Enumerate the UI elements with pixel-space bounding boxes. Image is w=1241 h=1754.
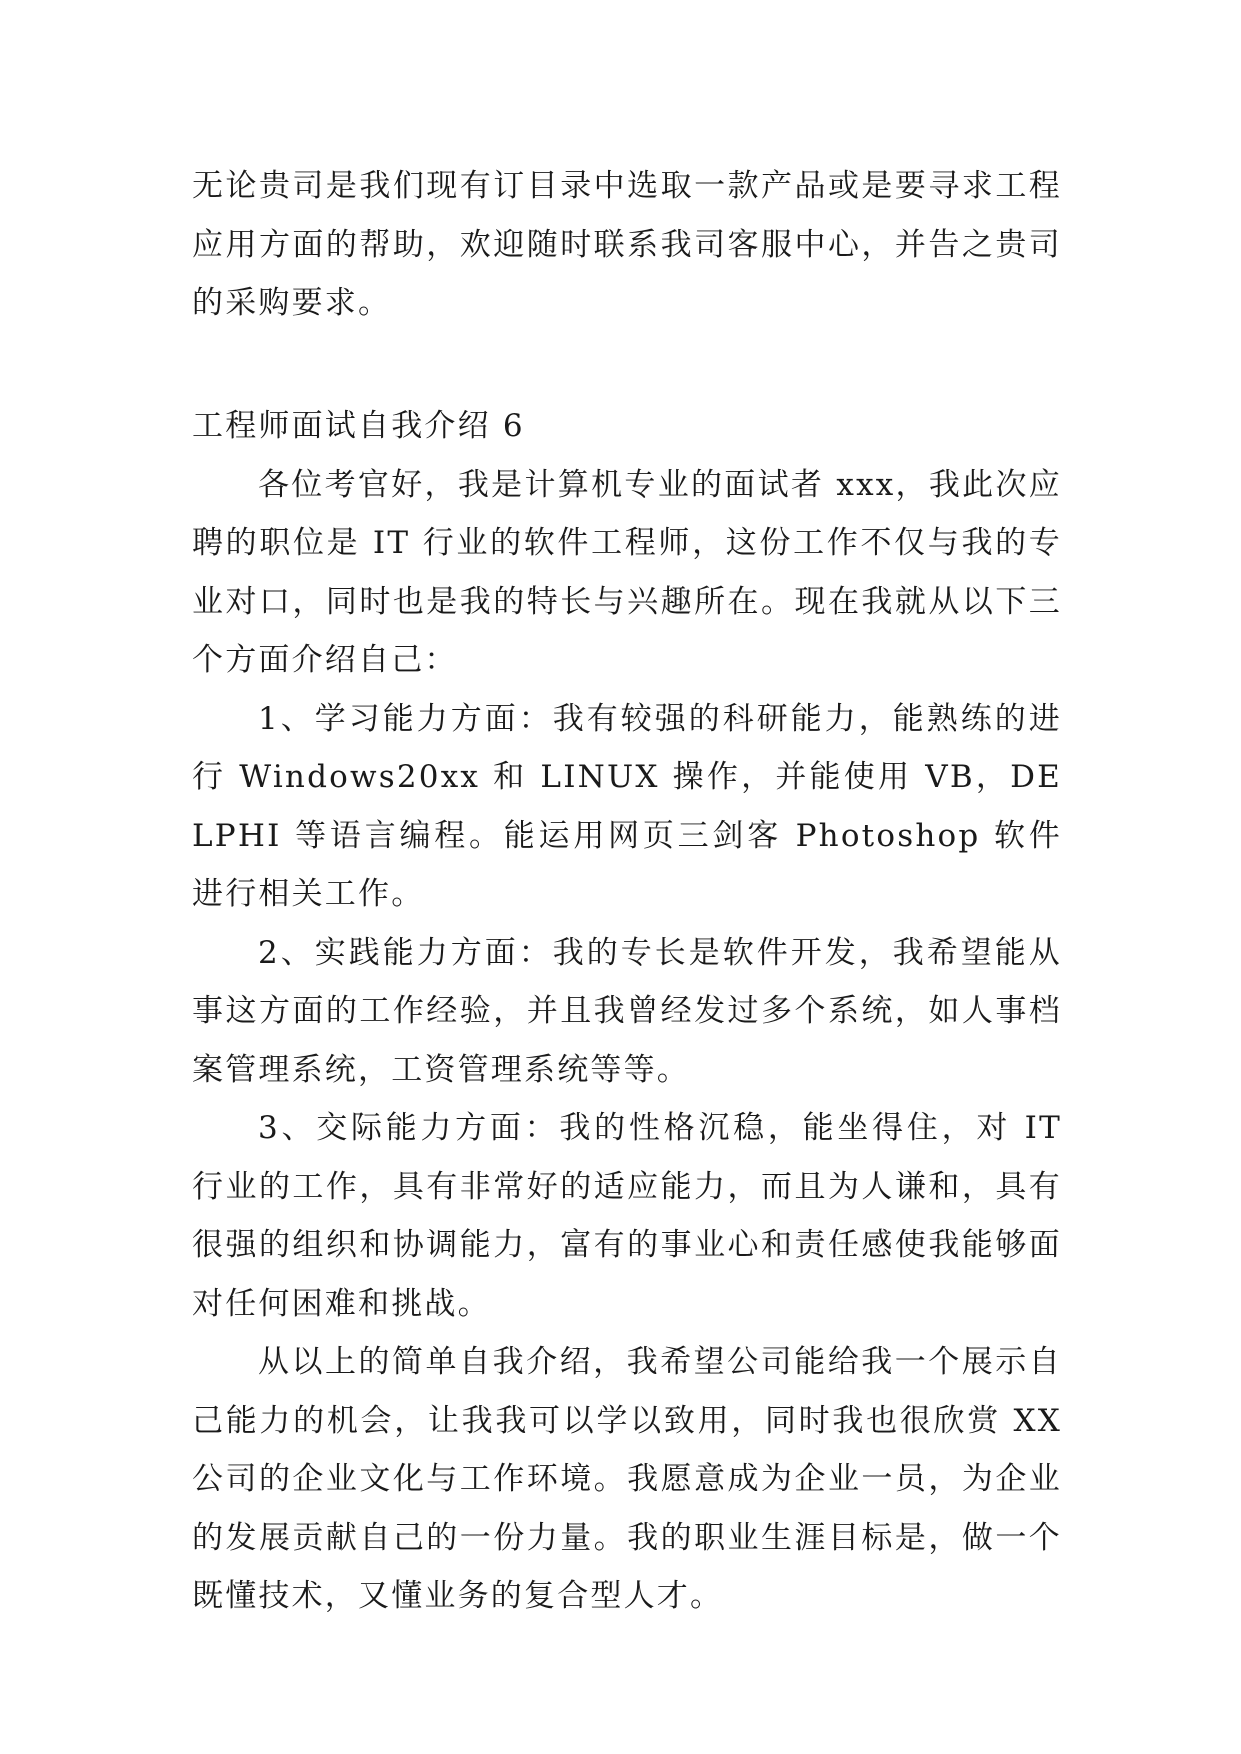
intro-block <box>192 157 1062 333</box>
paragraph-conclusion: 从以上的简单自我介绍，我希望公司能给我一个展示自己能力的机会，让我我可以学以致用，同时我也很欣赏 XX 公司的企业文化与工作环境。我愿意成为企业一员，为企业的发展贡献自己的一份力量。我的职业生涯目标是，做一个既懂技术，又懂业务的复合型人才。 <box>192 1344 1062 1614</box>
paragraph-communication-ability: 3、交际能力方面：我的性格沉稳，能坐得住，对 IT 行业的工作，具有非常好的适应能力，而且为人谦和，具有很强的组织和协调能力，富有的事业心和责任感使我能够面对任何困难和挑战。 <box>192 1110 1062 1322</box>
section-title: 工程师面试自我介绍 6 <box>192 408 525 444</box>
paragraph-greeting: 各位考官好，我是计算机专业的面试者 xxx，我此次应聘的职位是 IT 行业的软件工程师，这份工作不仅与我的专业对口，同时也是我的特长与兴趣所在。现在我就从以下三个方面介绍自己： <box>192 466 1062 678</box>
intro-paragraph: 无论贵司是我们现有订目录中选取一款产品或是要寻求工程应用方面的帮助，欢迎随时联系我司客服中心，并告之贵司的采购要求。 <box>192 168 1062 321</box>
paragraph-learning-ability: 1、学习能力方面：我有较强的科研能力，能熟练的进行 Windows20xx 和 LINUX 操作，并能使用 VB，DELPHI 等语言编程。能运用网页三剑客 Photoshop 软件进行相关工作。 <box>192 700 1062 912</box>
section-block <box>192 397 1062 1626</box>
paragraph-practice-ability: 2、实践能力方面：我的专长是软件开发，我希望能从事这方面的工作经验，并且我曾经发过多个系统，如人事档案管理系统，工资管理系统等等。 <box>192 934 1062 1088</box>
